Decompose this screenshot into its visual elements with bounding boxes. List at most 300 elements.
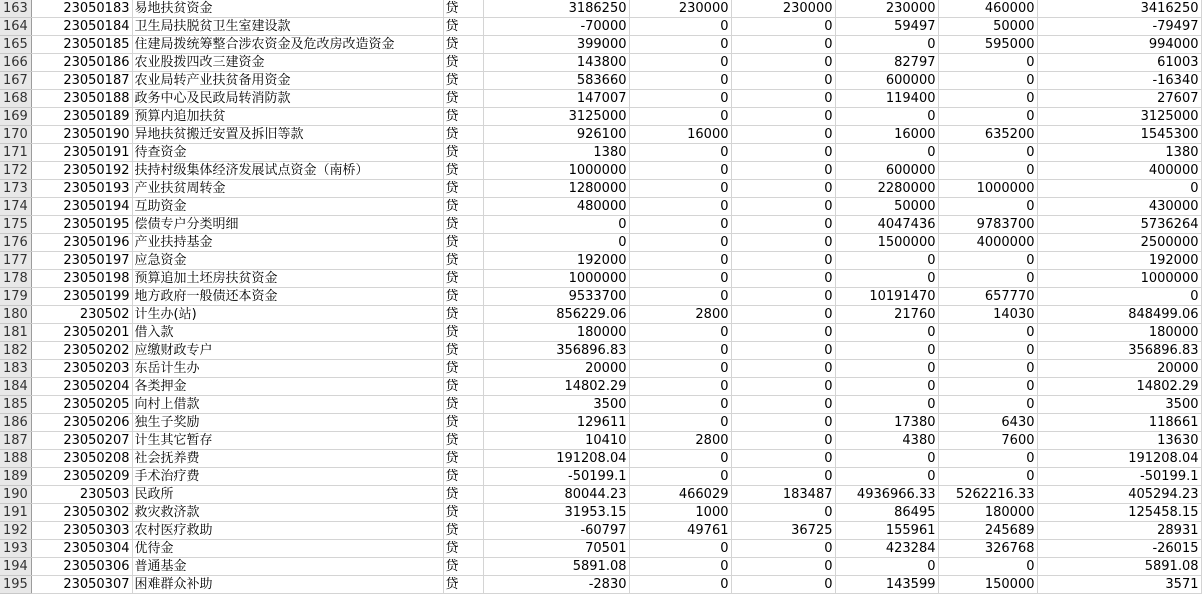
cell-closing-balance[interactable]: 3416250 — [1037, 0, 1201, 18]
cell-opening-balance[interactable]: 143800 — [483, 54, 629, 72]
cell-account-name[interactable]: 独生子奖励 — [132, 414, 443, 432]
cell-opening-balance[interactable]: -70000 — [483, 18, 629, 36]
cell-account-name[interactable]: 应急资金 — [132, 252, 443, 270]
cell-credit[interactable]: 1000000 — [938, 180, 1037, 198]
cell-closing-balance[interactable]: 28931 — [1037, 522, 1201, 540]
cell-col-g[interactable]: 0 — [731, 306, 835, 324]
cell-col-g[interactable]: 0 — [731, 162, 835, 180]
row-header[interactable]: 191 — [0, 504, 31, 522]
cell-account-code[interactable]: 23050184 — [31, 18, 132, 36]
cell-opening-balance[interactable]: 356896.83 — [483, 342, 629, 360]
cell-account-code[interactable]: 23050198 — [31, 270, 132, 288]
cell-debit[interactable]: 10191470 — [835, 288, 938, 306]
row-header[interactable]: 182 — [0, 342, 31, 360]
cell-opening-balance[interactable]: 399000 — [483, 36, 629, 54]
cell-debit[interactable]: 0 — [835, 378, 938, 396]
cell-col-f[interactable]: 0 — [629, 450, 731, 468]
cell-account-name[interactable]: 卫生局扶脱贫卫生室建设款 — [132, 18, 443, 36]
cell-direction[interactable]: 贷 — [443, 270, 483, 288]
cell-account-code[interactable]: 23050307 — [31, 576, 132, 594]
cell-credit[interactable]: 0 — [938, 54, 1037, 72]
cell-credit[interactable]: 0 — [938, 144, 1037, 162]
cell-debit[interactable]: 16000 — [835, 126, 938, 144]
cell-direction[interactable]: 贷 — [443, 324, 483, 342]
cell-credit[interactable]: 7600 — [938, 432, 1037, 450]
cell-opening-balance[interactable]: 191208.04 — [483, 450, 629, 468]
cell-col-g[interactable]: 0 — [731, 54, 835, 72]
cell-direction[interactable]: 贷 — [443, 198, 483, 216]
cell-closing-balance[interactable]: -16340 — [1037, 72, 1201, 90]
cell-credit[interactable]: 0 — [938, 72, 1037, 90]
cell-account-name[interactable]: 待查资金 — [132, 144, 443, 162]
cell-debit[interactable]: 230000 — [835, 0, 938, 18]
cell-col-f[interactable]: 0 — [629, 180, 731, 198]
cell-col-g[interactable]: 0 — [731, 324, 835, 342]
cell-debit[interactable]: 600000 — [835, 162, 938, 180]
row-header[interactable]: 172 — [0, 162, 31, 180]
row-header[interactable]: 169 — [0, 108, 31, 126]
cell-account-name[interactable]: 易地扶贫资金 — [132, 0, 443, 18]
cell-col-g[interactable]: 0 — [731, 432, 835, 450]
cell-debit[interactable]: 59497 — [835, 18, 938, 36]
cell-col-g[interactable]: 0 — [731, 198, 835, 216]
cell-account-code[interactable]: 23050304 — [31, 540, 132, 558]
row-header[interactable]: 168 — [0, 90, 31, 108]
cell-account-name[interactable]: 社会抚养费 — [132, 450, 443, 468]
row-header[interactable]: 176 — [0, 234, 31, 252]
cell-debit[interactable]: 0 — [835, 396, 938, 414]
cell-direction[interactable]: 贷 — [443, 378, 483, 396]
cell-debit[interactable]: 0 — [835, 468, 938, 486]
cell-col-g[interactable]: 0 — [731, 252, 835, 270]
cell-col-g[interactable]: 0 — [731, 18, 835, 36]
cell-col-f[interactable]: 0 — [629, 468, 731, 486]
cell-account-code[interactable]: 23050207 — [31, 432, 132, 450]
cell-closing-balance[interactable]: 13630 — [1037, 432, 1201, 450]
cell-account-name[interactable]: 住建局拨统筹整合涉农资金及危改房改造资金 — [132, 36, 443, 54]
cell-credit[interactable]: 4000000 — [938, 234, 1037, 252]
row-header[interactable]: 189 — [0, 468, 31, 486]
cell-opening-balance[interactable]: 70501 — [483, 540, 629, 558]
cell-debit[interactable]: 2280000 — [835, 180, 938, 198]
cell-account-code[interactable]: 230502 — [31, 306, 132, 324]
cell-account-code[interactable]: 23050193 — [31, 180, 132, 198]
cell-account-code[interactable]: 23050206 — [31, 414, 132, 432]
cell-direction[interactable]: 贷 — [443, 18, 483, 36]
cell-account-code[interactable]: 23050188 — [31, 90, 132, 108]
row-header[interactable]: 163 — [0, 0, 31, 18]
cell-opening-balance[interactable]: 0 — [483, 234, 629, 252]
row-header[interactable]: 183 — [0, 360, 31, 378]
cell-col-g[interactable]: 0 — [731, 558, 835, 576]
cell-direction[interactable]: 贷 — [443, 54, 483, 72]
cell-credit[interactable]: 657770 — [938, 288, 1037, 306]
cell-debit[interactable]: 423284 — [835, 540, 938, 558]
cell-debit[interactable]: 4047436 — [835, 216, 938, 234]
cell-opening-balance[interactable]: -60797 — [483, 522, 629, 540]
cell-direction[interactable]: 贷 — [443, 306, 483, 324]
row-header[interactable]: 180 — [0, 306, 31, 324]
cell-direction[interactable]: 贷 — [443, 288, 483, 306]
cell-closing-balance[interactable]: 400000 — [1037, 162, 1201, 180]
cell-col-f[interactable]: 0 — [629, 216, 731, 234]
cell-col-f[interactable]: 0 — [629, 72, 731, 90]
cell-credit[interactable]: 6430 — [938, 414, 1037, 432]
cell-col-g[interactable]: 0 — [731, 36, 835, 54]
cell-closing-balance[interactable]: 994000 — [1037, 36, 1201, 54]
cell-credit[interactable]: 5262216.33 — [938, 486, 1037, 504]
cell-debit[interactable]: 0 — [835, 342, 938, 360]
cell-account-code[interactable]: 23050209 — [31, 468, 132, 486]
cell-opening-balance[interactable]: 10410 — [483, 432, 629, 450]
cell-debit[interactable]: 155961 — [835, 522, 938, 540]
cell-col-g[interactable]: 0 — [731, 468, 835, 486]
cell-debit[interactable]: 82797 — [835, 54, 938, 72]
row-header[interactable]: 174 — [0, 198, 31, 216]
cell-debit[interactable]: 86495 — [835, 504, 938, 522]
cell-closing-balance[interactable]: -79497 — [1037, 18, 1201, 36]
cell-account-name[interactable]: 民政所 — [132, 486, 443, 504]
cell-opening-balance[interactable]: 147007 — [483, 90, 629, 108]
cell-col-f[interactable]: 230000 — [629, 0, 731, 18]
cell-closing-balance[interactable]: 3125000 — [1037, 108, 1201, 126]
cell-account-name[interactable]: 农业局转产业扶贫备用资金 — [132, 72, 443, 90]
cell-col-f[interactable]: 0 — [629, 540, 731, 558]
cell-account-code[interactable]: 23050195 — [31, 216, 132, 234]
cell-debit[interactable]: 4380 — [835, 432, 938, 450]
cell-account-name[interactable]: 计生办(站) — [132, 306, 443, 324]
cell-account-name[interactable]: 产业扶持基金 — [132, 234, 443, 252]
row-header[interactable]: 164 — [0, 18, 31, 36]
row-header[interactable]: 195 — [0, 576, 31, 594]
cell-credit[interactable]: 9783700 — [938, 216, 1037, 234]
cell-account-code[interactable]: 23050191 — [31, 144, 132, 162]
cell-closing-balance[interactable]: -50199.1 — [1037, 468, 1201, 486]
cell-closing-balance[interactable]: 848499.06 — [1037, 306, 1201, 324]
row-header[interactable]: 185 — [0, 396, 31, 414]
cell-col-f[interactable]: 0 — [629, 144, 731, 162]
cell-opening-balance[interactable]: 1380 — [483, 144, 629, 162]
cell-account-name[interactable]: 困难群众补助 — [132, 576, 443, 594]
cell-account-code[interactable]: 23050202 — [31, 342, 132, 360]
cell-col-g[interactable]: 183487 — [731, 486, 835, 504]
cell-col-g[interactable]: 0 — [731, 180, 835, 198]
cell-credit[interactable]: 0 — [938, 342, 1037, 360]
cell-col-g[interactable]: 0 — [731, 144, 835, 162]
cell-direction[interactable]: 贷 — [443, 450, 483, 468]
cell-direction[interactable]: 贷 — [443, 162, 483, 180]
cell-direction[interactable]: 贷 — [443, 252, 483, 270]
cell-account-code[interactable]: 23050187 — [31, 72, 132, 90]
cell-col-g[interactable]: 0 — [731, 396, 835, 414]
cell-direction[interactable]: 贷 — [443, 504, 483, 522]
cell-credit[interactable]: 0 — [938, 108, 1037, 126]
cell-account-name[interactable]: 异地扶贫搬迁安置及拆旧等款 — [132, 126, 443, 144]
row-header[interactable]: 187 — [0, 432, 31, 450]
cell-closing-balance[interactable]: 61003 — [1037, 54, 1201, 72]
row-header[interactable]: 178 — [0, 270, 31, 288]
cell-direction[interactable]: 贷 — [443, 72, 483, 90]
cell-col-g[interactable]: 0 — [731, 576, 835, 594]
cell-credit[interactable]: 50000 — [938, 18, 1037, 36]
cell-direction[interactable]: 贷 — [443, 432, 483, 450]
row-header[interactable]: 181 — [0, 324, 31, 342]
row-header[interactable]: 177 — [0, 252, 31, 270]
cell-col-g[interactable]: 0 — [731, 504, 835, 522]
cell-account-name[interactable]: 各类押金 — [132, 378, 443, 396]
cell-closing-balance[interactable]: 191208.04 — [1037, 450, 1201, 468]
cell-credit[interactable]: 0 — [938, 378, 1037, 396]
cell-debit[interactable]: 50000 — [835, 198, 938, 216]
cell-closing-balance[interactable]: 192000 — [1037, 252, 1201, 270]
cell-col-g[interactable]: 0 — [731, 414, 835, 432]
cell-account-code[interactable]: 23050303 — [31, 522, 132, 540]
cell-col-f[interactable]: 0 — [629, 558, 731, 576]
cell-debit[interactable]: 143599 — [835, 576, 938, 594]
cell-closing-balance[interactable]: 125458.15 — [1037, 504, 1201, 522]
cell-account-name[interactable]: 地方政府一般债还本资金 — [132, 288, 443, 306]
cell-credit[interactable]: 0 — [938, 558, 1037, 576]
cell-account-name[interactable]: 救灾救济款 — [132, 504, 443, 522]
cell-direction[interactable]: 贷 — [443, 216, 483, 234]
row-header[interactable]: 193 — [0, 540, 31, 558]
cell-direction[interactable]: 贷 — [443, 486, 483, 504]
cell-col-f[interactable]: 0 — [629, 396, 731, 414]
cell-direction[interactable]: 贷 — [443, 234, 483, 252]
cell-direction[interactable]: 贷 — [443, 468, 483, 486]
cell-col-f[interactable]: 0 — [629, 90, 731, 108]
cell-col-f[interactable]: 0 — [629, 108, 731, 126]
cell-credit[interactable]: 0 — [938, 198, 1037, 216]
cell-account-name[interactable]: 优待金 — [132, 540, 443, 558]
cell-opening-balance[interactable]: 5891.08 — [483, 558, 629, 576]
cell-credit[interactable]: 326768 — [938, 540, 1037, 558]
cell-debit[interactable]: 119400 — [835, 90, 938, 108]
cell-direction[interactable]: 贷 — [443, 360, 483, 378]
row-header[interactable]: 184 — [0, 378, 31, 396]
cell-debit[interactable]: 0 — [835, 144, 938, 162]
cell-account-code[interactable]: 23050190 — [31, 126, 132, 144]
cell-closing-balance[interactable]: 1000000 — [1037, 270, 1201, 288]
cell-debit[interactable]: 17380 — [835, 414, 938, 432]
cell-closing-balance[interactable]: 5736264 — [1037, 216, 1201, 234]
cell-direction[interactable]: 贷 — [443, 558, 483, 576]
cell-debit[interactable]: 0 — [835, 270, 938, 288]
cell-closing-balance[interactable]: 5891.08 — [1037, 558, 1201, 576]
cell-account-code[interactable]: 23050204 — [31, 378, 132, 396]
cell-opening-balance[interactable]: 192000 — [483, 252, 629, 270]
cell-col-f[interactable]: 2800 — [629, 432, 731, 450]
cell-closing-balance[interactable]: 180000 — [1037, 324, 1201, 342]
cell-debit[interactable]: 0 — [835, 558, 938, 576]
cell-debit[interactable]: 0 — [835, 450, 938, 468]
cell-col-f[interactable]: 0 — [629, 342, 731, 360]
cell-direction[interactable]: 贷 — [443, 0, 483, 18]
cell-credit[interactable]: 0 — [938, 252, 1037, 270]
cell-opening-balance[interactable]: 480000 — [483, 198, 629, 216]
cell-account-code[interactable]: 23050203 — [31, 360, 132, 378]
cell-account-code[interactable]: 23050205 — [31, 396, 132, 414]
cell-col-f[interactable]: 0 — [629, 414, 731, 432]
cell-direction[interactable]: 贷 — [443, 144, 483, 162]
cell-opening-balance[interactable]: 1000000 — [483, 162, 629, 180]
cell-opening-balance[interactable]: 583660 — [483, 72, 629, 90]
cell-col-g[interactable]: 0 — [731, 450, 835, 468]
cell-credit[interactable]: 0 — [938, 162, 1037, 180]
cell-account-code[interactable]: 230503 — [31, 486, 132, 504]
cell-opening-balance[interactable]: 3125000 — [483, 108, 629, 126]
cell-opening-balance[interactable]: 1280000 — [483, 180, 629, 198]
cell-account-code[interactable]: 23050194 — [31, 198, 132, 216]
cell-col-f[interactable]: 0 — [629, 378, 731, 396]
cell-col-f[interactable]: 466029 — [629, 486, 731, 504]
cell-account-name[interactable]: 向村上借款 — [132, 396, 443, 414]
cell-account-code[interactable]: 23050183 — [31, 0, 132, 18]
cell-col-g[interactable]: 230000 — [731, 0, 835, 18]
cell-col-f[interactable]: 0 — [629, 54, 731, 72]
cell-closing-balance[interactable]: 20000 — [1037, 360, 1201, 378]
cell-col-f[interactable]: 0 — [629, 36, 731, 54]
cell-debit[interactable]: 1500000 — [835, 234, 938, 252]
cell-col-f[interactable]: 0 — [629, 18, 731, 36]
row-header[interactable]: 173 — [0, 180, 31, 198]
cell-closing-balance[interactable]: -26015 — [1037, 540, 1201, 558]
cell-col-f[interactable]: 0 — [629, 252, 731, 270]
cell-credit[interactable]: 0 — [938, 90, 1037, 108]
cell-opening-balance[interactable]: 129611 — [483, 414, 629, 432]
cell-closing-balance[interactable]: 1380 — [1037, 144, 1201, 162]
cell-closing-balance[interactable]: 0 — [1037, 180, 1201, 198]
cell-credit[interactable]: 635200 — [938, 126, 1037, 144]
cell-direction[interactable]: 贷 — [443, 180, 483, 198]
cell-account-code[interactable]: 23050302 — [31, 504, 132, 522]
cell-opening-balance[interactable]: 80044.23 — [483, 486, 629, 504]
cell-account-code[interactable]: 23050197 — [31, 252, 132, 270]
cell-account-name[interactable]: 互助资金 — [132, 198, 443, 216]
row-header[interactable]: 175 — [0, 216, 31, 234]
cell-col-f[interactable]: 0 — [629, 576, 731, 594]
cell-opening-balance[interactable]: 20000 — [483, 360, 629, 378]
cell-closing-balance[interactable]: 27607 — [1037, 90, 1201, 108]
row-header[interactable]: 188 — [0, 450, 31, 468]
cell-opening-balance[interactable]: 3500 — [483, 396, 629, 414]
row-header[interactable]: 179 — [0, 288, 31, 306]
cell-closing-balance[interactable]: 14802.29 — [1037, 378, 1201, 396]
cell-direction[interactable]: 贷 — [443, 414, 483, 432]
cell-opening-balance[interactable]: 31953.15 — [483, 504, 629, 522]
cell-opening-balance[interactable]: -2830 — [483, 576, 629, 594]
cell-closing-balance[interactable]: 3500 — [1037, 396, 1201, 414]
cell-account-name[interactable]: 东岳计生办 — [132, 360, 443, 378]
cell-direction[interactable]: 贷 — [443, 108, 483, 126]
cell-credit[interactable]: 460000 — [938, 0, 1037, 18]
cell-credit[interactable]: 150000 — [938, 576, 1037, 594]
cell-col-f[interactable]: 1000 — [629, 504, 731, 522]
cell-col-g[interactable]: 0 — [731, 216, 835, 234]
cell-col-g[interactable]: 0 — [731, 378, 835, 396]
cell-account-name[interactable]: 预算内追加扶贫 — [132, 108, 443, 126]
cell-account-name[interactable]: 计生其它暂存 — [132, 432, 443, 450]
cell-closing-balance[interactable]: 356896.83 — [1037, 342, 1201, 360]
cell-account-code[interactable]: 23050306 — [31, 558, 132, 576]
cell-account-code[interactable]: 23050189 — [31, 108, 132, 126]
row-header[interactable]: 190 — [0, 486, 31, 504]
cell-opening-balance[interactable]: 180000 — [483, 324, 629, 342]
cell-credit[interactable]: 0 — [938, 450, 1037, 468]
cell-col-g[interactable]: 0 — [731, 342, 835, 360]
cell-col-f[interactable]: 0 — [629, 288, 731, 306]
cell-col-g[interactable]: 0 — [731, 288, 835, 306]
cell-closing-balance[interactable]: 3571 — [1037, 576, 1201, 594]
row-header[interactable]: 165 — [0, 36, 31, 54]
cell-closing-balance[interactable]: 0 — [1037, 288, 1201, 306]
cell-credit[interactable]: 595000 — [938, 36, 1037, 54]
cell-closing-balance[interactable]: 430000 — [1037, 198, 1201, 216]
cell-account-name[interactable]: 农村医疗救助 — [132, 522, 443, 540]
cell-debit[interactable]: 0 — [835, 36, 938, 54]
row-header[interactable]: 192 — [0, 522, 31, 540]
cell-credit[interactable]: 0 — [938, 360, 1037, 378]
cell-debit[interactable]: 0 — [835, 108, 938, 126]
cell-col-f[interactable]: 2800 — [629, 306, 731, 324]
cell-col-g[interactable]: 0 — [731, 270, 835, 288]
cell-debit[interactable]: 0 — [835, 324, 938, 342]
cell-col-f[interactable]: 0 — [629, 198, 731, 216]
cell-col-g[interactable]: 0 — [731, 126, 835, 144]
cell-account-code[interactable]: 23050185 — [31, 36, 132, 54]
cell-col-g[interactable]: 0 — [731, 90, 835, 108]
cell-account-name[interactable]: 借入款 — [132, 324, 443, 342]
cell-account-name[interactable]: 农业股拨四改三建资金 — [132, 54, 443, 72]
row-header[interactable]: 194 — [0, 558, 31, 576]
cell-col-f[interactable]: 0 — [629, 162, 731, 180]
cell-account-name[interactable]: 偿债专户分类明细 — [132, 216, 443, 234]
row-header[interactable]: 167 — [0, 72, 31, 90]
cell-account-code[interactable]: 23050192 — [31, 162, 132, 180]
cell-credit[interactable]: 0 — [938, 396, 1037, 414]
cell-col-g[interactable]: 0 — [731, 360, 835, 378]
cell-debit[interactable]: 600000 — [835, 72, 938, 90]
cell-col-f[interactable]: 0 — [629, 360, 731, 378]
cell-col-f[interactable]: 49761 — [629, 522, 731, 540]
cell-account-name[interactable]: 预算追加土坯房扶贫资金 — [132, 270, 443, 288]
cell-account-code[interactable]: 23050196 — [31, 234, 132, 252]
cell-closing-balance[interactable]: 118661 — [1037, 414, 1201, 432]
cell-col-f[interactable]: 0 — [629, 324, 731, 342]
cell-debit[interactable]: 0 — [835, 360, 938, 378]
cell-debit[interactable]: 21760 — [835, 306, 938, 324]
cell-direction[interactable]: 贷 — [443, 90, 483, 108]
cell-direction[interactable]: 贷 — [443, 576, 483, 594]
cell-credit[interactable]: 245689 — [938, 522, 1037, 540]
cell-account-name[interactable]: 政务中心及民政局转消防款 — [132, 90, 443, 108]
cell-direction[interactable]: 贷 — [443, 126, 483, 144]
row-header[interactable]: 186 — [0, 414, 31, 432]
cell-col-f[interactable]: 16000 — [629, 126, 731, 144]
cell-credit[interactable]: 180000 — [938, 504, 1037, 522]
cell-direction[interactable]: 贷 — [443, 36, 483, 54]
cell-direction[interactable]: 贷 — [443, 342, 483, 360]
cell-col-f[interactable]: 0 — [629, 270, 731, 288]
cell-account-code[interactable]: 23050208 — [31, 450, 132, 468]
cell-direction[interactable]: 贷 — [443, 522, 483, 540]
cell-credit[interactable]: 0 — [938, 468, 1037, 486]
row-header[interactable]: 166 — [0, 54, 31, 72]
cell-closing-balance[interactable]: 2500000 — [1037, 234, 1201, 252]
cell-opening-balance[interactable]: 856229.06 — [483, 306, 629, 324]
cell-col-g[interactable]: 0 — [731, 108, 835, 126]
cell-account-code[interactable]: 23050201 — [31, 324, 132, 342]
